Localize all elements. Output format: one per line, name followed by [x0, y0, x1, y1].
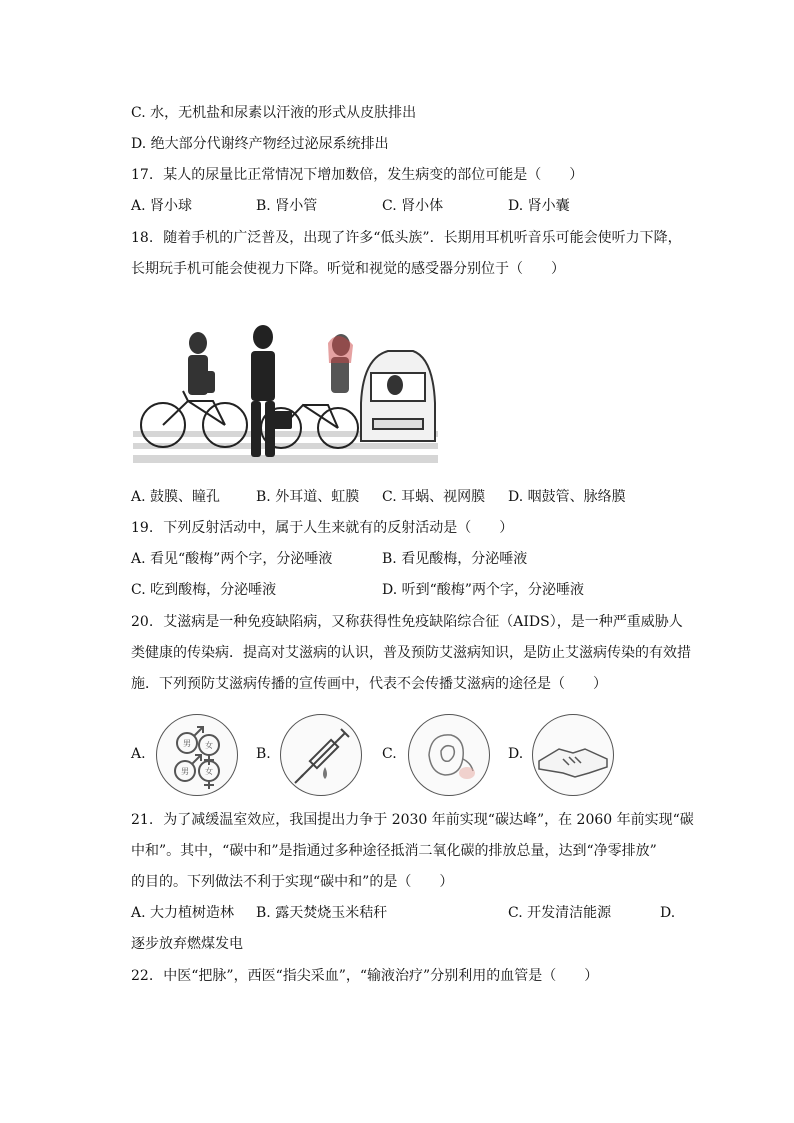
q17-option-a: A. 肾小球 — [131, 198, 193, 214]
question-number: 21. — [131, 812, 154, 828]
q21-option-a: A. 大力植树造林 — [131, 905, 235, 921]
q20-label-a: A. — [131, 746, 146, 762]
question-18-cont: 长期玩手机可能会使视力下降。听觉和视觉的感受器分别位于（ ） — [131, 261, 565, 277]
q20-label-c: C. — [382, 746, 397, 762]
fetus-icon — [409, 715, 489, 795]
symbol-male-2: 男 — [181, 767, 189, 776]
option-d-prev: D. 绝大部分代谢终产物经过泌尿系统排出 — [131, 136, 389, 152]
question-21-cont1: 中和”。其中，“碳中和”是指通过多种途径抵消二氧化碳的排放总量，达到“净零排放” — [131, 843, 657, 859]
q17-option-d: D. 肾小囊 — [508, 198, 570, 214]
q20-label-b: B. — [256, 746, 271, 762]
mother-child-image — [408, 714, 490, 796]
q20-label-d: D. — [508, 746, 524, 762]
q21-option-c: C. 开发清洁能源 — [508, 905, 612, 921]
question-stem: 某人的尿量比正常情况下增加数倍，发生病变的部位可能是（ ） — [163, 167, 584, 183]
question-20-cont2: 施．下列预防艾滋病传播的宣传画中，代表不会传播艾滋病的途径是（ ） — [131, 676, 607, 692]
handshake-icon — [533, 715, 613, 795]
street-scene-icon — [133, 323, 438, 473]
symbol-female-1: 女 — [205, 741, 213, 750]
question-number: 20. — [131, 614, 154, 630]
q19-option-d: D. 听到“酸梅”两个字，分泌唾液 — [382, 582, 584, 598]
sex-symbols-icon — [157, 715, 237, 795]
syringe-image — [280, 714, 362, 796]
question-stem: 中医“把脉”，西医“指尖采血”，“输液治疗”分别利用的血管是（ ） — [163, 968, 599, 984]
question-number: 22. — [131, 968, 154, 984]
syringe-icon — [281, 715, 361, 795]
option-c-prev: C. 水，无机盐和尿素以汗液的形式从皮肤排出 — [131, 105, 417, 121]
gender-symbols-image — [156, 714, 238, 796]
question-18 — [131, 228, 682, 248]
question-number: 19. — [131, 520, 154, 536]
q19-option-b: B. 看见酸梅，分泌唾液 — [382, 551, 528, 567]
q18-option-b: B. 外耳道、虹膜 — [256, 489, 360, 505]
q21-option-d-text: 逐步放弃燃煤发电 — [131, 936, 243, 952]
question-stem: 艾滋病是一种免疫缺陷病，又称获得性免疫缺陷综合征（AIDS），是一种严重威胁人 — [163, 614, 683, 630]
question-number: 18. — [131, 230, 154, 246]
q17-option-c: C. 肾小体 — [382, 198, 444, 214]
q21-option-d: D. — [660, 905, 676, 921]
question-17 — [131, 165, 583, 185]
q19-option-c: C. 吃到酸梅，分泌唾液 — [131, 582, 277, 598]
question-20 — [131, 612, 683, 632]
question-21-cont2: 的目的。下列做法不利于实现“碳中和”的是（ ） — [131, 874, 454, 890]
question-21 — [131, 810, 694, 830]
handshake-image — [532, 714, 614, 796]
q19-option-a: A. 看见“酸梅”两个字，分泌唾液 — [131, 551, 333, 567]
question-stem: 为了减缓温室效应，我国提出力争于 2030 年前实现“碳达峰”，在 2060 年前实现“碳 — [163, 812, 694, 828]
question-19 — [131, 518, 513, 538]
phone-users-illustration — [133, 323, 438, 473]
q18-option-c: C. 耳蜗、视网膜 — [382, 489, 486, 505]
q21-option-b: B. 露天焚烧玉米秸秆 — [256, 905, 388, 921]
question-stem: 下列反射活动中，属于人生来就有的反射活动是（ ） — [163, 520, 514, 536]
symbol-male-1: 男 — [183, 739, 191, 748]
symbol-female-2: 女 — [205, 767, 213, 776]
question-22 — [131, 966, 598, 986]
q18-option-a: A. 鼓膜、瞳孔 — [131, 489, 221, 505]
question-number: 17. — [131, 167, 154, 183]
q17-option-b: B. 肾小管 — [256, 198, 318, 214]
question-stem: 随着手机的广泛普及，出现了许多“低头族”．长期用耳机听音乐可能会使听力下降， — [163, 230, 682, 246]
question-20-cont1: 类健康的传染病．提高对艾滋病的认识，普及预防艾滋病知识，是防止艾滋病传染的有效措 — [131, 645, 691, 661]
q18-option-d: D. 咽鼓管、脉络膜 — [508, 489, 626, 505]
